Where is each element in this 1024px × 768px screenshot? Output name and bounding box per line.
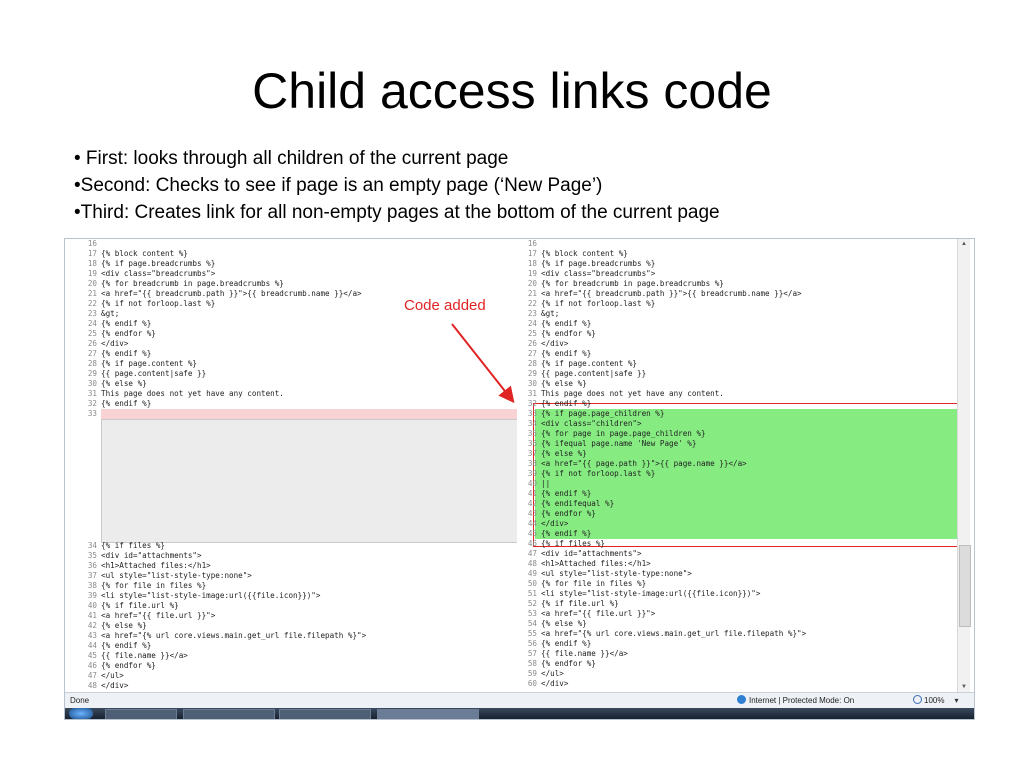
- line-number: 20: [87, 279, 97, 288]
- code-line: [509, 299, 959, 309]
- line-number: 55: [527, 629, 537, 638]
- callout-label: Code added: [404, 297, 486, 314]
- callout-arrow-icon: [440, 318, 530, 418]
- bullet-third: •Third: Creates link for all non-empty pages at the bottom of the current page: [74, 202, 720, 223]
- line-number: 19: [87, 269, 97, 278]
- code-line: [509, 509, 959, 519]
- code-text: {% endifequal %}: [541, 499, 615, 508]
- line-number: 53: [527, 609, 537, 618]
- code-text: {% endif %}: [101, 349, 152, 358]
- code-line: [509, 249, 959, 259]
- line-number: 31: [527, 389, 537, 398]
- code-text: </div>: [101, 339, 129, 348]
- line-number: 32: [87, 399, 97, 408]
- line-number: 18: [87, 259, 97, 268]
- code-line: [69, 631, 517, 641]
- line-number: 17: [87, 249, 97, 258]
- code-line: [509, 379, 959, 389]
- code-text: {% if files %}: [541, 539, 606, 548]
- line-number: 46: [87, 661, 97, 670]
- code-text: {% if file.url %}: [541, 599, 619, 608]
- code-line: [69, 269, 517, 279]
- line-number: 16: [87, 239, 97, 248]
- code-text: {% else %}: [101, 621, 147, 630]
- line-number: 21: [87, 289, 97, 298]
- code-text: &gt;: [101, 309, 120, 318]
- line-number: 50: [527, 579, 537, 588]
- code-line: [509, 239, 959, 249]
- right-diff-pane[interactable]: [509, 239, 959, 692]
- code-line: [509, 669, 959, 679]
- line-number: 25: [87, 329, 97, 338]
- code-line: [509, 679, 959, 689]
- code-line: [69, 621, 517, 631]
- code-line: [69, 239, 517, 249]
- line-number: 38: [87, 581, 97, 590]
- code-line: [509, 259, 959, 269]
- code-text: {% else %}: [541, 449, 587, 458]
- empty-gap-block: [101, 419, 517, 543]
- line-number: 24: [87, 319, 97, 328]
- line-number: 37: [87, 571, 97, 580]
- line-number: 36: [527, 439, 537, 448]
- code-line: [509, 459, 959, 469]
- code-text: <li style="list-style-image:url({{file.icon}})">: [101, 591, 321, 600]
- code-text: {% if page.content %}: [101, 359, 198, 368]
- zoom-level: 100%: [924, 696, 945, 705]
- line-number: 60: [527, 679, 537, 688]
- start-button[interactable]: [69, 708, 93, 719]
- code-line: [509, 419, 959, 429]
- taskbar-item[interactable]: [105, 709, 177, 720]
- bullet-list: [74, 145, 974, 226]
- line-number: 42: [87, 621, 97, 630]
- code-text: <div id="attachments">: [541, 549, 642, 558]
- code-text: This page does not yet have any content.: [101, 389, 284, 398]
- vertical-scrollbar[interactable]: [957, 239, 970, 692]
- code-text: {% if file.url %}: [101, 601, 179, 610]
- line-number: 52: [527, 599, 537, 608]
- line-number: 16: [527, 239, 537, 248]
- code-text: {% for page in page.page_children %}: [541, 429, 706, 438]
- code-line: [509, 609, 959, 619]
- code-line: [69, 279, 517, 289]
- code-text: {% endfor %}: [541, 659, 596, 668]
- line-number: 56: [527, 639, 537, 648]
- line-number: 22: [87, 299, 97, 308]
- code-text: {% block content %}: [101, 249, 188, 258]
- line-number: 35: [527, 429, 537, 438]
- code-text: {% endif %}: [541, 349, 592, 358]
- code-line: [69, 581, 517, 591]
- code-line: [509, 489, 959, 499]
- code-text: &gt;: [541, 309, 560, 318]
- code-line: [509, 359, 959, 369]
- line-number: 22: [527, 299, 537, 308]
- code-text: <a href="{{ breadcrumb.path }}">{{ breadcrumb.name }}</a>: [541, 289, 802, 298]
- taskbar: [65, 708, 974, 719]
- line-number: 27: [527, 349, 537, 358]
- code-line: [509, 269, 959, 279]
- code-text: <a href="{% url core.views.main.get_url file.filepath %}">: [541, 629, 807, 638]
- chevron-down-icon[interactable]: ▾: [954, 696, 959, 705]
- code-text: {% for breadcrumb in page.breadcrumbs %}: [541, 279, 724, 288]
- code-text: {% ifequal page.name 'New Page' %}: [541, 439, 697, 448]
- code-text: <a href="{{ page.path }}">{{ page.name }}</a>: [541, 459, 747, 468]
- line-number: 25: [527, 329, 537, 338]
- line-number: 42: [527, 499, 537, 508]
- line-number: 44: [527, 519, 537, 528]
- code-text: {% if page.page_children %}: [541, 409, 665, 418]
- line-number: 45: [527, 529, 537, 538]
- code-line: [509, 599, 959, 609]
- line-number: 48: [87, 681, 97, 690]
- code-line: [509, 429, 959, 439]
- code-text: {% if page.breadcrumbs %}: [541, 259, 656, 268]
- code-line: [509, 629, 959, 639]
- line-number: 20: [527, 279, 537, 288]
- line-number: 40: [87, 601, 97, 610]
- line-number: 54: [527, 619, 537, 628]
- code-line: [69, 571, 517, 581]
- code-line: [69, 611, 517, 621]
- security-zone-label: Internet | Protected Mode: On: [749, 696, 855, 705]
- code-text: {% else %}: [541, 619, 587, 628]
- code-line: [509, 319, 959, 329]
- line-number: 31: [87, 389, 97, 398]
- line-number: 37: [527, 449, 537, 458]
- code-text: {% endif %}: [541, 319, 592, 328]
- line-number: 39: [527, 469, 537, 478]
- code-text: {% endfor %}: [101, 661, 156, 670]
- code-text: </div>: [541, 679, 569, 688]
- line-number: 40: [527, 479, 537, 488]
- line-number: 47: [527, 549, 537, 558]
- line-number: 34: [527, 419, 537, 428]
- line-number: 18: [527, 259, 537, 268]
- code-text: </div>: [541, 339, 569, 348]
- code-text: <div class="children">: [541, 419, 642, 428]
- code-text: <h1>Attached files:</h1>: [101, 561, 211, 570]
- code-text: </ul>: [101, 671, 124, 680]
- line-number: 48: [527, 559, 537, 568]
- line-number: 17: [527, 249, 537, 258]
- code-line: [69, 259, 517, 269]
- line-number: 27: [87, 349, 97, 358]
- code-line: [509, 619, 959, 629]
- code-text: {% endfor %}: [541, 329, 596, 338]
- code-line: [509, 469, 959, 479]
- line-number: 19: [527, 269, 537, 278]
- code-text: {% endif %}: [101, 641, 152, 650]
- code-line: [509, 519, 959, 529]
- code-text: {{ page.content|safe }}: [541, 369, 647, 378]
- code-text: <div class="breadcrumbs">: [541, 269, 656, 278]
- line-number: 49: [527, 569, 537, 578]
- bullet-second: •Second: Checks to see if page is an empty page (‘New Page’): [74, 175, 603, 196]
- line-number: 35: [87, 551, 97, 560]
- code-line: [509, 579, 959, 589]
- line-number: 59: [527, 669, 537, 678]
- code-line: [509, 539, 959, 549]
- code-line: [509, 369, 959, 379]
- line-number: 33: [87, 409, 97, 418]
- code-line: [69, 249, 517, 259]
- line-number: 26: [87, 339, 97, 348]
- line-number: 29: [87, 369, 97, 378]
- code-text: ||: [541, 479, 551, 488]
- code-text: {% endif %}: [541, 529, 592, 538]
- scroll-down-icon[interactable]: ▼: [961, 684, 967, 690]
- code-line: [509, 639, 959, 649]
- line-number: 32: [527, 399, 537, 408]
- code-line: [509, 449, 959, 459]
- security-zone[interactable]: [737, 693, 854, 708]
- line-number: 30: [527, 379, 537, 388]
- code-line: [69, 651, 517, 661]
- code-text: <div class="breadcrumbs">: [101, 269, 216, 278]
- code-text: {% endif %}: [541, 489, 592, 498]
- code-line: [509, 479, 959, 489]
- diff-window: [64, 238, 975, 720]
- code-line: [509, 289, 959, 299]
- code-text: <h1>Attached files:</h1>: [541, 559, 651, 568]
- code-text: {% else %}: [101, 379, 147, 388]
- code-text: {% if page.breadcrumbs %}: [101, 259, 216, 268]
- code-text: <a href="{% url core.views.main.get_url file.filepath %}">: [101, 631, 367, 640]
- line-number: 28: [87, 359, 97, 368]
- line-number: 57: [527, 649, 537, 658]
- line-number: 43: [87, 631, 97, 640]
- code-text: {% for file in files %}: [101, 581, 207, 590]
- globe-icon: [737, 695, 746, 704]
- line-number: 45: [87, 651, 97, 660]
- taskbar-item-active[interactable]: [377, 709, 479, 720]
- code-line: [509, 409, 959, 419]
- code-text: </div>: [101, 681, 129, 690]
- line-number: 29: [527, 369, 537, 378]
- code-text: {% endfor %}: [541, 509, 596, 518]
- line-number: 46: [527, 539, 537, 548]
- line-number: 36: [87, 561, 97, 570]
- line-number: 30: [87, 379, 97, 388]
- code-text: {% if not forloop.last %}: [101, 299, 216, 308]
- code-text: {{ file.name }}</a>: [541, 649, 628, 658]
- code-line: [509, 649, 959, 659]
- code-line: [509, 549, 959, 559]
- line-number: 41: [87, 611, 97, 620]
- code-line: [509, 349, 959, 359]
- status-text: Done: [70, 696, 90, 705]
- code-text: <li style="list-style-image:url({{file.icon}})">: [541, 589, 761, 598]
- line-number: 34: [87, 541, 97, 550]
- code-line: [69, 551, 517, 561]
- code-text: {% block content %}: [541, 249, 628, 258]
- code-line: [509, 499, 959, 509]
- code-text: <a href="{{ breadcrumb.path }}">{{ breadcrumb.name }}</a>: [101, 289, 362, 298]
- code-line: [509, 279, 959, 289]
- line-number: 47: [87, 671, 97, 680]
- code-text: {{ file.name }}</a>: [101, 651, 188, 660]
- line-number: 51: [527, 589, 537, 598]
- code-line: [509, 329, 959, 339]
- status-bar: [65, 692, 974, 708]
- line-number: 21: [527, 289, 537, 298]
- code-text: {% endif %}: [101, 319, 152, 328]
- code-line: [69, 601, 517, 611]
- line-number: 38: [527, 459, 537, 468]
- code-text: <a href="{{ file.url }}">: [101, 611, 216, 620]
- zoom-control[interactable]: [913, 693, 958, 708]
- code-line: [69, 541, 517, 551]
- code-text: {% endif %}: [541, 399, 592, 408]
- line-number: 26: [527, 339, 537, 348]
- code-text: </ul>: [541, 669, 564, 678]
- scroll-up-icon[interactable]: ▲: [961, 241, 967, 247]
- code-text: {% endif %}: [541, 639, 592, 648]
- code-line: [509, 659, 959, 669]
- code-text: {{ page.content|safe }}: [101, 369, 207, 378]
- code-text: <ul style="list-style-type:none">: [101, 571, 252, 580]
- code-line: [509, 559, 959, 569]
- line-number: 41: [527, 489, 537, 498]
- code-line: [509, 309, 959, 319]
- code-text: {% endif %}: [101, 399, 152, 408]
- zoom-icon: [913, 695, 922, 704]
- taskbar-item[interactable]: [279, 709, 371, 720]
- code-line: [69, 681, 517, 691]
- code-line: [69, 641, 517, 651]
- code-text: This page does not yet have any content.: [541, 389, 724, 398]
- code-text: <ul style="list-style-type:none">: [541, 569, 692, 578]
- bullet-first: • First: looks through all children of the current page: [74, 148, 509, 169]
- code-line: [509, 529, 959, 539]
- code-line: [69, 561, 517, 571]
- code-text: {% if files %}: [101, 541, 166, 550]
- line-number: 24: [527, 319, 537, 328]
- code-text: {% for file in files %}: [541, 579, 647, 588]
- code-text: {% else %}: [541, 379, 587, 388]
- scrollbar-thumb[interactable]: [959, 545, 971, 627]
- line-number: 58: [527, 659, 537, 668]
- line-number: 44: [87, 641, 97, 650]
- line-number: 43: [527, 509, 537, 518]
- code-text: {% if not forloop.last %}: [541, 469, 656, 478]
- line-number: 33: [527, 409, 537, 418]
- code-line: [509, 339, 959, 349]
- code-line: [509, 569, 959, 579]
- line-number: 23: [87, 309, 97, 318]
- line-number: 39: [87, 591, 97, 600]
- slide-title: Child access links code: [252, 63, 772, 119]
- code-line: [69, 671, 517, 681]
- code-line: [509, 439, 959, 449]
- code-text: {% if page.content %}: [541, 359, 638, 368]
- code-text: <a href="{{ file.url }}">: [541, 609, 656, 618]
- code-line: [509, 389, 959, 399]
- code-text: <div id="attachments">: [101, 551, 202, 560]
- line-number: 23: [527, 309, 537, 318]
- line-number: 28: [527, 359, 537, 368]
- code-text: {% for breadcrumb in page.breadcrumbs %}: [101, 279, 284, 288]
- code-line: [69, 661, 517, 671]
- code-line: [69, 591, 517, 601]
- code-text: {% if not forloop.last %}: [541, 299, 656, 308]
- code-line: [509, 399, 959, 409]
- code-text: {% endfor %}: [101, 329, 156, 338]
- code-line: [509, 589, 959, 599]
- taskbar-item[interactable]: [183, 709, 275, 720]
- code-text: </div>: [541, 519, 569, 528]
